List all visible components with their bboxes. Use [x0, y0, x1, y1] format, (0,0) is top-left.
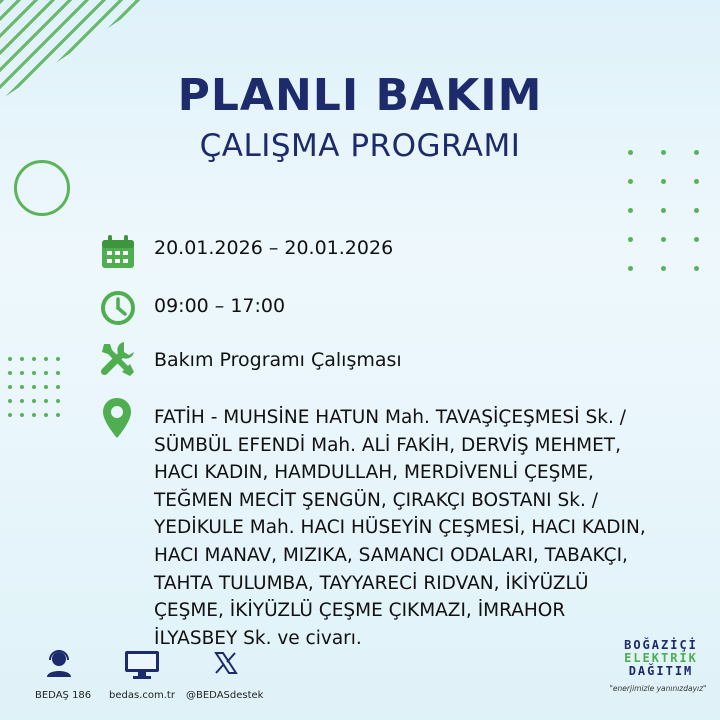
decorative-dots-right — [628, 150, 720, 271]
website-link[interactable]: bedas.com.tr — [109, 690, 175, 701]
page-title: PLANLI BAKIM — [177, 70, 543, 121]
decorative-ring — [14, 160, 70, 216]
brand-logo — [606, 639, 716, 678]
brand-line1: BOĞAZİÇİ — [624, 638, 698, 652]
monitor-icon — [124, 650, 160, 680]
brand-line2: ELEKTRİK — [624, 651, 698, 665]
brand-tagline: "enerjimizle yanınızdayız" — [609, 684, 707, 693]
headset-agent-icon — [44, 648, 74, 678]
social-handle[interactable]: @BEDASdestek — [186, 690, 264, 701]
phone-label: BEDAŞ 186 — [35, 690, 92, 701]
time-range: 09:00 – 17:00 — [154, 295, 286, 317]
page-subtitle: ÇALIŞMA PROGRAMI — [199, 128, 521, 164]
x-logo-icon — [214, 651, 238, 675]
decorative-dots-left — [8, 357, 60, 417]
calendar-icon — [100, 234, 136, 270]
date-range: 20.01.2026 – 20.01.2026 — [154, 237, 394, 259]
work-type: Bakım Programı Çalışması — [154, 349, 402, 371]
tools-icon — [98, 340, 136, 378]
location-pin-icon — [102, 397, 132, 439]
clock-icon — [100, 290, 136, 326]
address-list: FATİH - MUHSİNE HATUN Mah. TAVAŞİÇEŞMESİ Sk. / SÜMBÜL EFENDİ Mah. ALİ FAKİH, DERVİŞ MEHMET, HACI KADIN, HAMDULLAH, MERDİVENLİ ÇEŞME, TEĞMEN MECİT ŞENGÜN, ÇIRAKÇI BOSTANI Sk. / YEDİKULE Mah. HACI HÜSEYİN ÇEŞMESİ, HACI KADIN, HACI MANAV, MIZIKA, SAMANCI ODALARI, TABAKÇI, TAHTA TULUMBA, TAYYARECİ RIDVAN, İKİYÜZLÜ ÇEŞME, İKİYÜZLÜ ÇEŞME ÇIKMAZI, İMRAHOR İLYASBEY Sk. ve civarı. — [154, 407, 646, 649]
brand-line3: DAĞITIM — [628, 664, 694, 678]
